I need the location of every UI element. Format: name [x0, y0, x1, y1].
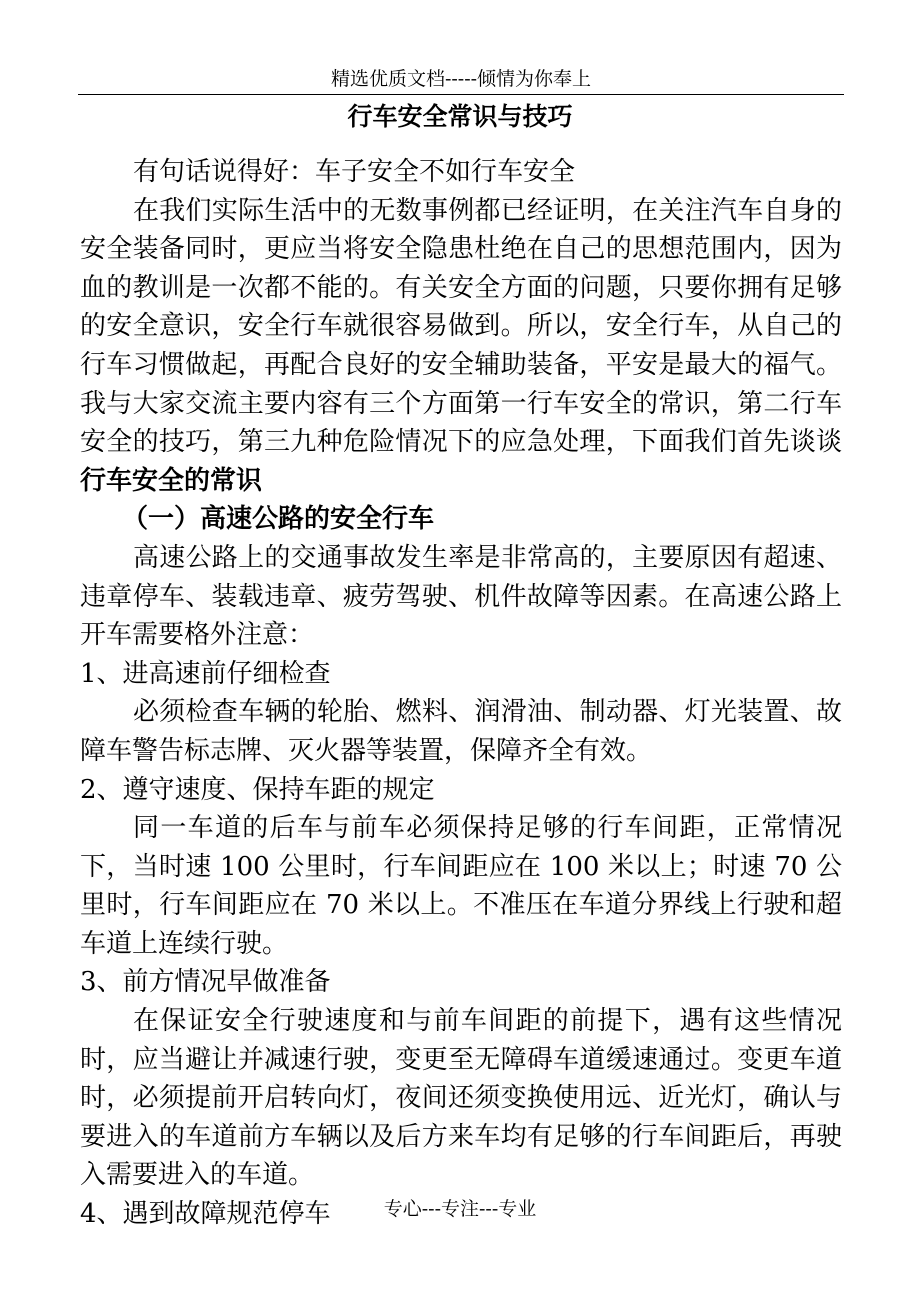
- page-header: [78, 66, 844, 95]
- overview-paragraph: [80, 192, 842, 501]
- item-3-title: 3、前方情况早做准备: [80, 967, 331, 998]
- item-2-title: 2、遵守速度、保持车距的规定: [80, 774, 435, 805]
- page-footer: [0, 1196, 920, 1222]
- header-text: 精选优质文档-----倾情为你奉上: [330, 68, 592, 90]
- overview-bold-text: 行车安全的常识: [80, 465, 263, 496]
- section-1-paragraph: 高速公路上的交通事故发生率是非常高的，主要原因有超速、违章停车、装载违章、疲劳驾驶、机件故障等因素。在高速公路上开车需要格外注意：: [80, 542, 842, 651]
- document-title: 行车安全常识与技巧: [347, 102, 573, 131]
- item-3-body: 在保证安全行驶速度和与前车间距的前提下，遇有这些情况时，应当避让并减速行驶，变更至无障碍车道缓速通过。变更车道时，必须提前开启转向灯，夜间还须变换使用远、近光灯，确认与要进入的车道前方车辆以及后方来车均有足够的行车间距后，再驶入需要进入的车道。: [80, 1006, 842, 1191]
- item-4-title: 4、遇到故障规范停车: [80, 1199, 331, 1230]
- overview-text: 在我们实际生活中的无数事例都已经证明，在关注汽车自身的安全装备同时，更应当将安全隐患杜绝在自己的思想范围内，因为血的教训是一次都不能的。有关安全方面的问题，只要你拥有足够的安全意识，安全行车就很容易做到。所以，安全行车，从自己的行车习惯做起，再配合良好的安全辅助装备，平安是最大的福气。我与大家交流主要内容有三个方面第一行车安全的常识，第二行车安全的技巧，第三九种危险情况下的应急处理，下面我们首先谈谈: [80, 195, 842, 458]
- footer-text: 专心---专注---专业: [383, 1198, 537, 1220]
- item-2-body: 同一车道的后车与前车必须保持足够的行车间距，正常情况下，当时速 100 公里时，行车间距应在 100 米以上；时速 70 公里时，行车间距应在 70 米以上。不准压在车道分界线上行驶和超车道上连续行驶。: [80, 813, 842, 959]
- item-1-title: 1、进高速前仔细检查: [80, 658, 331, 689]
- document-body: [80, 153, 842, 1234]
- item-1-body: 必须检查车辆的轮胎、燃料、润滑油、制动器、灯光装置、故障车警告标志牌、灭火器等装置，保障齐全有效。: [80, 697, 842, 766]
- section-heading-1: （一）高速公路的安全行车: [122, 504, 435, 535]
- intro-paragraph: 有句话说得好：车子安全不如行车安全: [133, 157, 576, 187]
